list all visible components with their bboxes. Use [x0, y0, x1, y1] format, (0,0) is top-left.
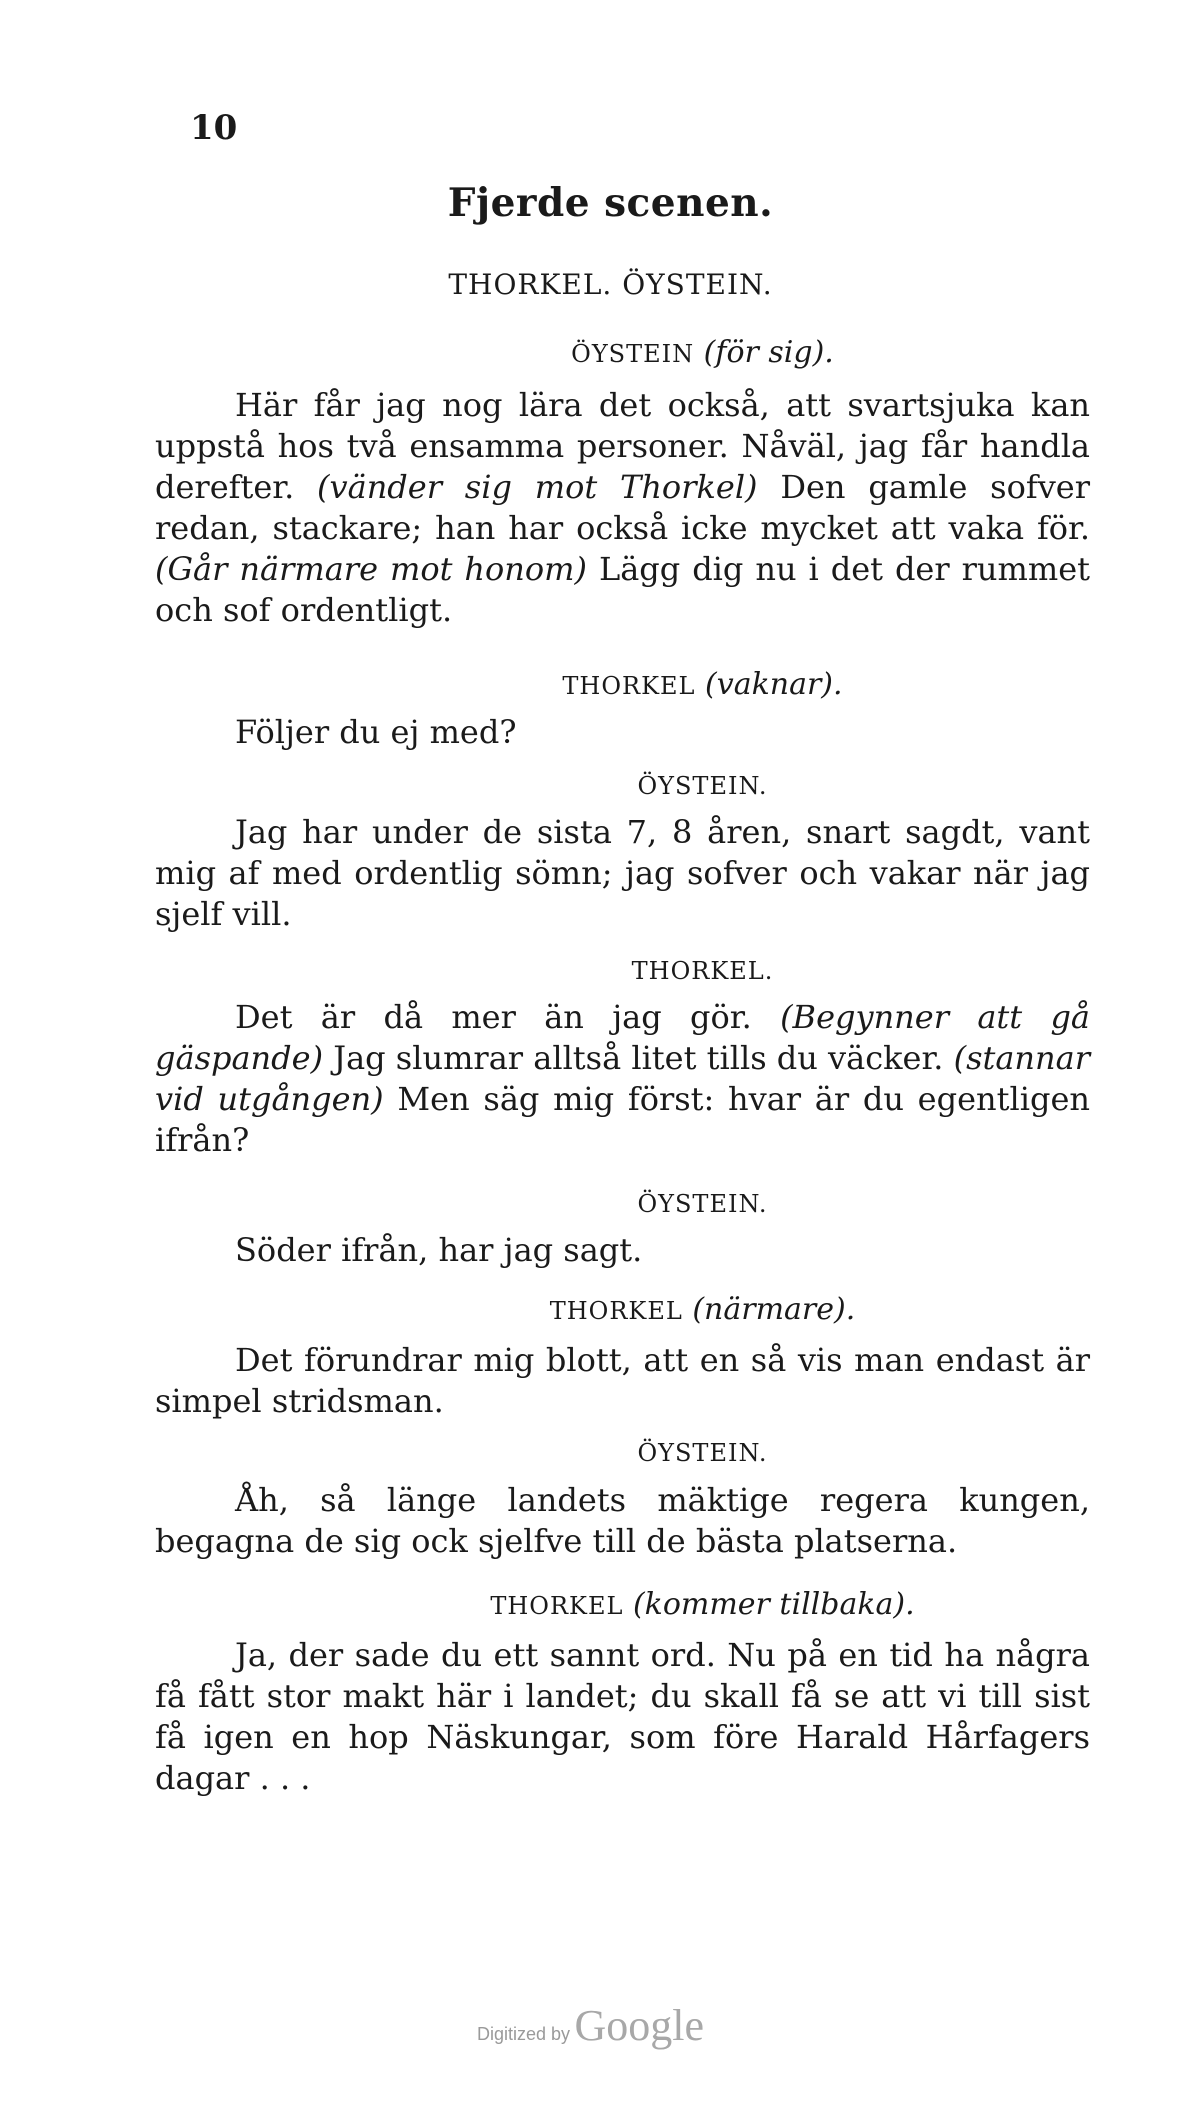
speaker-name: ÖYSTEIN. — [637, 772, 768, 800]
speech-text: Det förundrar mig blott, att en så vis man endast är simpel stridsman. — [155, 1341, 1090, 1420]
speech-block — [155, 385, 1090, 631]
speech-block — [155, 1230, 1090, 1271]
stage-direction: (närmare). — [692, 1292, 856, 1327]
speech-text: Åh, så länge landets mäktige regera kungen, begagna de sig ock sjelfve till de bästa platserna. — [155, 1481, 1090, 1560]
speaker-line — [155, 665, 1170, 706]
speaker-name: ÖYSTEIN — [571, 340, 695, 368]
speaker-name: THORKEL. — [631, 957, 774, 985]
speech-text: Söder ifrån, har jag sagt. — [235, 1231, 643, 1269]
digitization-watermark — [0, 2000, 1181, 2051]
speaker-line — [155, 765, 1170, 806]
stage-direction: (för sig). — [703, 335, 834, 370]
speech-block — [155, 1340, 1090, 1422]
speaker-line — [155, 1432, 1170, 1473]
speaker-name: ÖYSTEIN. — [637, 1439, 768, 1467]
speaker-line — [155, 950, 1170, 991]
inline-stage-direction: (vänder sig mot Thorkel) — [317, 468, 758, 506]
speaker-line — [155, 1290, 1170, 1331]
speech-text: Jag slumrar alltså litet tills du väcker. — [323, 1039, 954, 1077]
speaker-line — [155, 333, 1170, 374]
speech-text: Följer du ej med? — [235, 713, 517, 751]
stage-direction: (kommer tillbaka). — [632, 1587, 915, 1622]
speaker-name: ÖYSTEIN. — [637, 1190, 768, 1218]
watermark-prefix: Digitized by — [476, 2024, 571, 2044]
speech-block — [155, 1635, 1090, 1799]
speech-block — [155, 997, 1090, 1161]
speech-text: Den gamle sofver redan, stackare; han har också icke mycket att vaka för. — [155, 468, 1091, 547]
page-number: 10 — [190, 108, 238, 148]
speech-text: Ja, der sade du ett sannt ord. Nu på en tid ha några få fått stor makt här i landet; du skall få se att vi till sist få igen en hop Näskungar, som före Harald Hårfagers dagar . . . — [155, 1636, 1090, 1797]
speech-text: Lägg dig nu i det der rummet och sof ordentligt. — [155, 550, 1091, 629]
speaker-name: THORKEL — [562, 672, 696, 700]
speech-text: Det är då mer än jag gör. — [235, 998, 781, 1036]
speaker-name: THORKEL — [549, 1297, 683, 1325]
scene-title: Fjerde scenen. — [447, 180, 774, 226]
inline-stage-direction: (Begynner att gå gäspande) — [155, 998, 1091, 1077]
speech-block — [155, 712, 1090, 753]
speech-text: Jag har under de sista 7, 8 åren, snart sagdt, vant mig af med ordentlig sömn; jag sofver och vakar när jag sjelf vill. — [155, 813, 1090, 933]
speaker-name: THORKEL — [490, 1592, 624, 1620]
speech-block — [155, 812, 1090, 935]
speech-text: Men säg mig först: hvar är du egentligen ifrån? — [155, 1080, 1091, 1159]
stage-direction: (vaknar). — [705, 667, 843, 702]
scene-characters: THORKEL. ÖYSTEIN. — [448, 268, 773, 301]
speaker-line — [155, 1585, 1170, 1626]
speech-block — [155, 1480, 1090, 1562]
watermark-brand: Google — [574, 2001, 705, 2050]
inline-stage-direction: (stannar vid utgången) — [155, 1039, 1091, 1118]
speech-text: Här får jag nog lära det också, att svartsjuka kan uppstå hos två ensamma personer. Nåväl, jag får handla derefter. — [155, 386, 1090, 506]
inline-stage-direction: (Går närmare mot honom) — [155, 550, 587, 588]
speaker-line — [155, 1183, 1170, 1224]
